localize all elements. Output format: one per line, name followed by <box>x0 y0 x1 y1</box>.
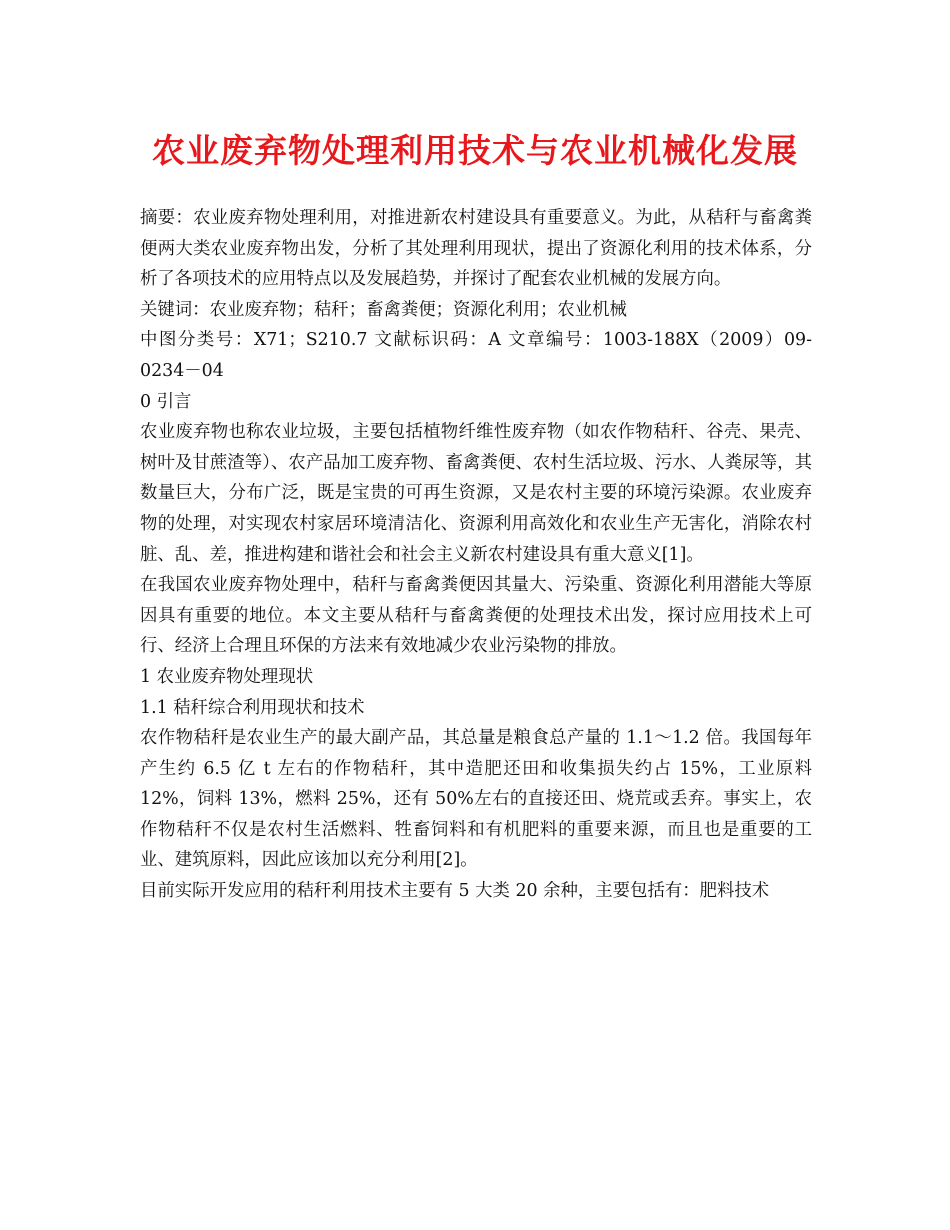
body-paragraph: 农业废弃物也称农业垃圾，主要包括植物纤维性废弃物（如农作物秸秆、谷壳、果壳、树叶及甘蔗渣等）、农产品加工废弃物、畜禽粪便、农村生活垃圾、污水、人粪尿等，其数量巨大，分布广泛，既是宝贵的可再生资源，又是农村主要的环境污染源。农业废弃物的处理，对实现农村家居环境清洁化、资源利用高效化和农业生产无害化，消除农村脏、乱、差，推进构建和谐社会和社会主义新农村建设具有重大意义[1]。 <box>140 422 812 565</box>
document-body <box>140 203 812 907</box>
body-paragraph: 农作物秸秆是农业生产的最大副产品，其总量是粮食总产量的 1.1～1.2 倍。我国每年产生约 6.5 亿 t 左右的作物秸秆，其中造肥还田和收集损失约占 15%，工业原料 12%，饲料 13%，燃料 25%，还有 50%左右的直接还田、烧荒或丢弃。事实上，农作物秸秆不仅是农村生活燃料、牲畜饲料和有机肥料的重要来源，而且也是重要的工业、建筑原料，因此应该加以充分利用[2]。 <box>140 728 812 871</box>
section-heading-1: 1 农业废弃物处理现状 <box>140 666 314 687</box>
abstract-paragraph: 摘要：农业废弃物处理利用，对推进新农村建设具有重要意义。为此，从秸秆与畜禽粪便两大类农业废弃物出发，分析了其处理利用现状，提出了资源化利用的技术体系，分析了各项技术的应用特点以及发展趋势，并探讨了配套农业机械的发展方向。 <box>140 208 812 290</box>
classification-line: 中图分类号：X71；S210.7 文献标识码：A 文章编号：1003-188X（2009）09-0234－04 <box>140 330 812 381</box>
section-heading-introduction: 0 引言 <box>140 391 192 412</box>
subsection-heading-1-1: 1.1 秸秆综合利用现状和技术 <box>140 697 365 718</box>
keywords-line: 关键词：农业废弃物；秸秆；畜禽粪便；资源化利用；农业机械 <box>140 299 627 320</box>
body-paragraph: 目前实际开发应用的秸秆利用技术主要有 5 大类 20 余种，主要包括有：肥料技术 <box>140 881 770 902</box>
body-paragraph: 在我国农业废弃物处理中，秸秆与畜禽粪便因其量大、污染重、资源化利用潜能大等原因具有重要的地位。本文主要从秸秆与畜禽粪便的处理技术出发，探讨应用技术上可行、经济上合理且环保的方法来有效地减少农业污染物的排放。 <box>140 575 812 657</box>
document-title: 农业废弃物处理利用技术与农业机械化发展 <box>152 131 798 170</box>
